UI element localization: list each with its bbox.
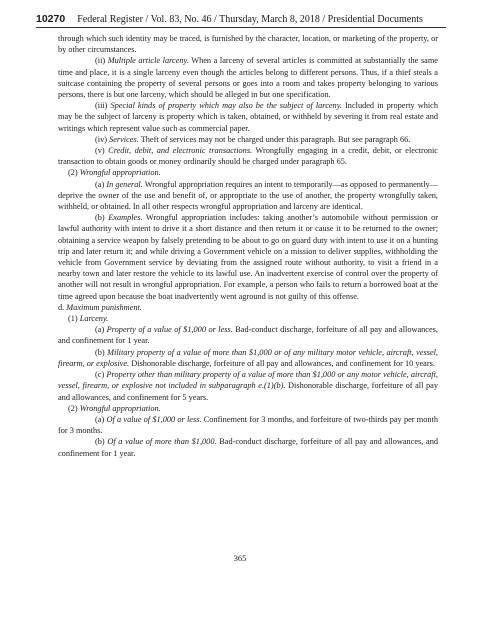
section-heading: (1) Larceny. (68, 314, 109, 324)
paragraph: through which such identity may be traced, is furnished by the character, location, or marketing of the property, or by other circumstances. (58, 34, 438, 55)
paragraph: (iii) Special kinds of property which may also be the subject of larceny. Included in property which may be the subject of larceny is property which is taken, obtained, or withheld by severing it from real estate and writings which represent value such as commercial paper. (58, 101, 438, 133)
paragraph: (a) In general. Wrongful appropriation requires an intent to temporarily—as opposed to permanently—deprive the owner of the use and benefit of, or appropriate to the use of another, the property wrongfully taken, withheld, or obtained. In all other respects wrongful appropriation and larceny are identical. (58, 179, 438, 212)
paragraph: (ii) Multiple article larceny. When a larceny of several articles is committed at substantially the same time and place, it is a single larceny even though the articles belong to different persons. Thus, if a thief steals a suitcase containing the property of several persons or goes into a room and takes property belonging to various persons, there is but one larceny, which should be alleged in but one specification. (58, 56, 438, 100)
paragraph: (b) Of a value of more than $1,000. Bad-conduct discharge, forfeiture of all pay and allowances, and confinement for 1 year. (58, 437, 438, 458)
paragraph: (b) Examples. Wrongful appropriation includes: taking another’s automobile without permission or lawful authority with intent to drive it a short distance and then return it or cause it to be returned to the owner; obtaining a service weapon by falsely pretending to be about to go on guard duty with intent to use it on a hunting trip and later return it; and while driving a Government vehicle on a mission to deliver supplies, withholding the vehicle from Government service by deviating from the assigned route without authority, to visit a friend in a nearby town and later restore the vehicle to its lawful use. An inadvertent exercise of control over the property of another will not result in wrongful appropriation. For example, a person who fails to return a borrowed boat at the time agreed upon because the boat inadvertently went aground is not guilty of this offense. (58, 213, 438, 301)
paragraph: (a) Of a value of $1,000 or less. Confinement for 3 months, and forfeiture of two-thirds pay per month for 3 months. (58, 414, 438, 436)
section-heading: d. Maximum punishment. (58, 302, 142, 312)
page-footer-number: 365 (233, 553, 247, 563)
paragraph: (c) Property other than military property of a value of more than $1,000 or any motor vehicle, aircraft, vessel, firearm, or explosive not included in subparagraph e.(1)(b). Dishonorable discharge, forfeiture of all pay and allowances, and confinement for 5 years. (58, 370, 438, 402)
running-header (36, 13, 446, 28)
paragraph: (iv) Services. Theft of services may not be charged under this paragraph. But see paragraph 66. (95, 134, 411, 144)
paragraph: (v) Credit, debit, and electronic transactions. Wrongfully engaging in a credit, debit, or electronic transaction to obtain goods or money ordinarily should be charged under paragraph 65. (58, 146, 438, 167)
paragraph: (b) Military property of a value of more than $1,000 or of any military motor vehicle, aircraft, vessel, firearm, or explosive. Dishonorable discharge, forfeiture of all pay and allowances, and confinement for 10 years. (58, 347, 439, 368)
page-number: 10270 (36, 13, 66, 25)
running-head: Federal Register / Vol. 83, No. 46 / Thursday, March 8, 2018 / Presidential Documents (77, 14, 423, 25)
paragraph: (a) Property of a value of $1,000 or less. Bad-conduct discharge, forfeiture of all pay and allowances, and confinement for 1 year. (58, 325, 438, 346)
section-heading: (2) Wrongful appropriation. (68, 403, 161, 413)
document-body (58, 33, 438, 459)
section-heading: (2) Wrongful appropriation. (68, 168, 161, 178)
